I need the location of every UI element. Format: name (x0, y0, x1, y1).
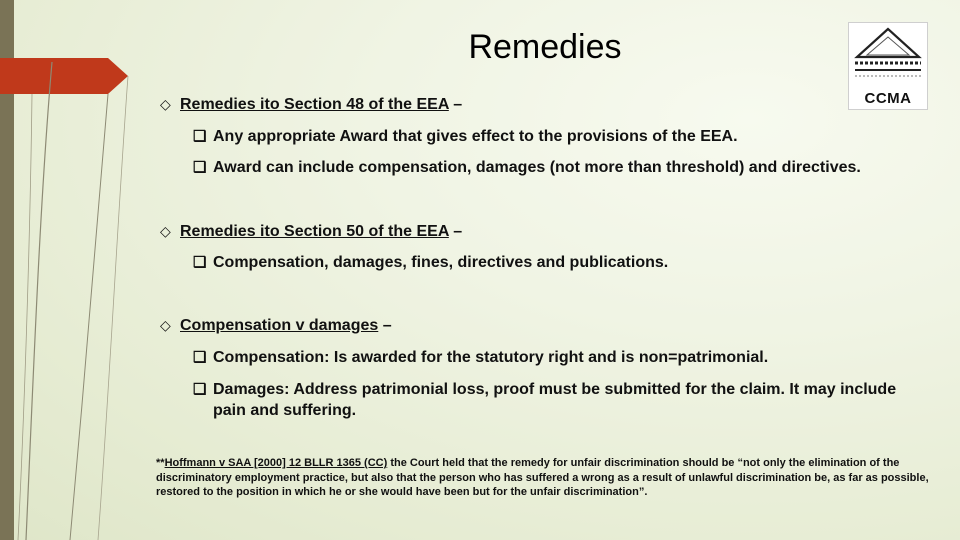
section-dash: – (453, 96, 463, 113)
diamond-outline-icon: ◇ (160, 317, 171, 333)
ccma-logo-emblem-icon (849, 23, 927, 89)
checkbox-icon: ❑ (193, 128, 207, 145)
section-label: Remedies ito Section 48 of the EEA (180, 96, 449, 113)
checkbox-icon: ❑ (193, 381, 207, 398)
footnote-citation: Hoffmann v SAA [2000] 12 BLLR 1365 (CC) (164, 457, 388, 469)
section-compensation-v-damages (160, 315, 392, 336)
section-remedies-s48 (160, 94, 462, 115)
section-label: Compensation v damages (180, 317, 379, 334)
footnote-prefix: ** (156, 457, 165, 469)
item-s48-award (193, 126, 948, 147)
item-text: Compensation, damages, fines, directives and publications. (213, 254, 669, 271)
item-damages-definition (193, 379, 933, 421)
logo-text: CCMA (864, 90, 912, 107)
item-s48-compensation (193, 157, 953, 178)
section-remedies-s50 (160, 221, 462, 242)
checkbox-icon: ❑ (193, 254, 207, 271)
diamond-outline-icon: ◇ (160, 223, 171, 239)
checkbox-icon: ❑ (193, 159, 207, 176)
item-text: Any appropriate Award that gives effect to the provisions of the EEA. (213, 128, 738, 145)
item-s50-compensation (193, 252, 948, 273)
footnote (156, 456, 936, 500)
section-dash: – (453, 223, 463, 240)
section-label: Remedies ito Section 50 of the EEA (180, 223, 449, 240)
item-text: Compensation: Is awarded for the statutory right and is non=patrimonial. (213, 349, 769, 366)
section-dash: – (382, 317, 392, 334)
sidebar-band (0, 0, 14, 540)
item-text: Award can include compensation, damages (not more than threshold) and directives. (213, 159, 861, 176)
checkbox-icon: ❑ (193, 349, 207, 366)
ccma-logo (848, 22, 928, 110)
item-text: Damages: Address patrimonial loss, proof must be submitted for the claim. It may include pain and suffering. (213, 381, 897, 419)
footnote-text: the Court held that the remedy for unfair discrimination should be “not only the elimination of the discriminatory employment practice, but also that the person who has suffered a wrong as a result of unlawful discrimination be, as far as possible, restored to the position in which he or she would have been but for the unfair discrimination”. (156, 457, 929, 498)
diamond-outline-icon: ◇ (160, 96, 171, 112)
slide-title: Remedies (468, 28, 622, 66)
item-compensation-definition (193, 347, 948, 368)
